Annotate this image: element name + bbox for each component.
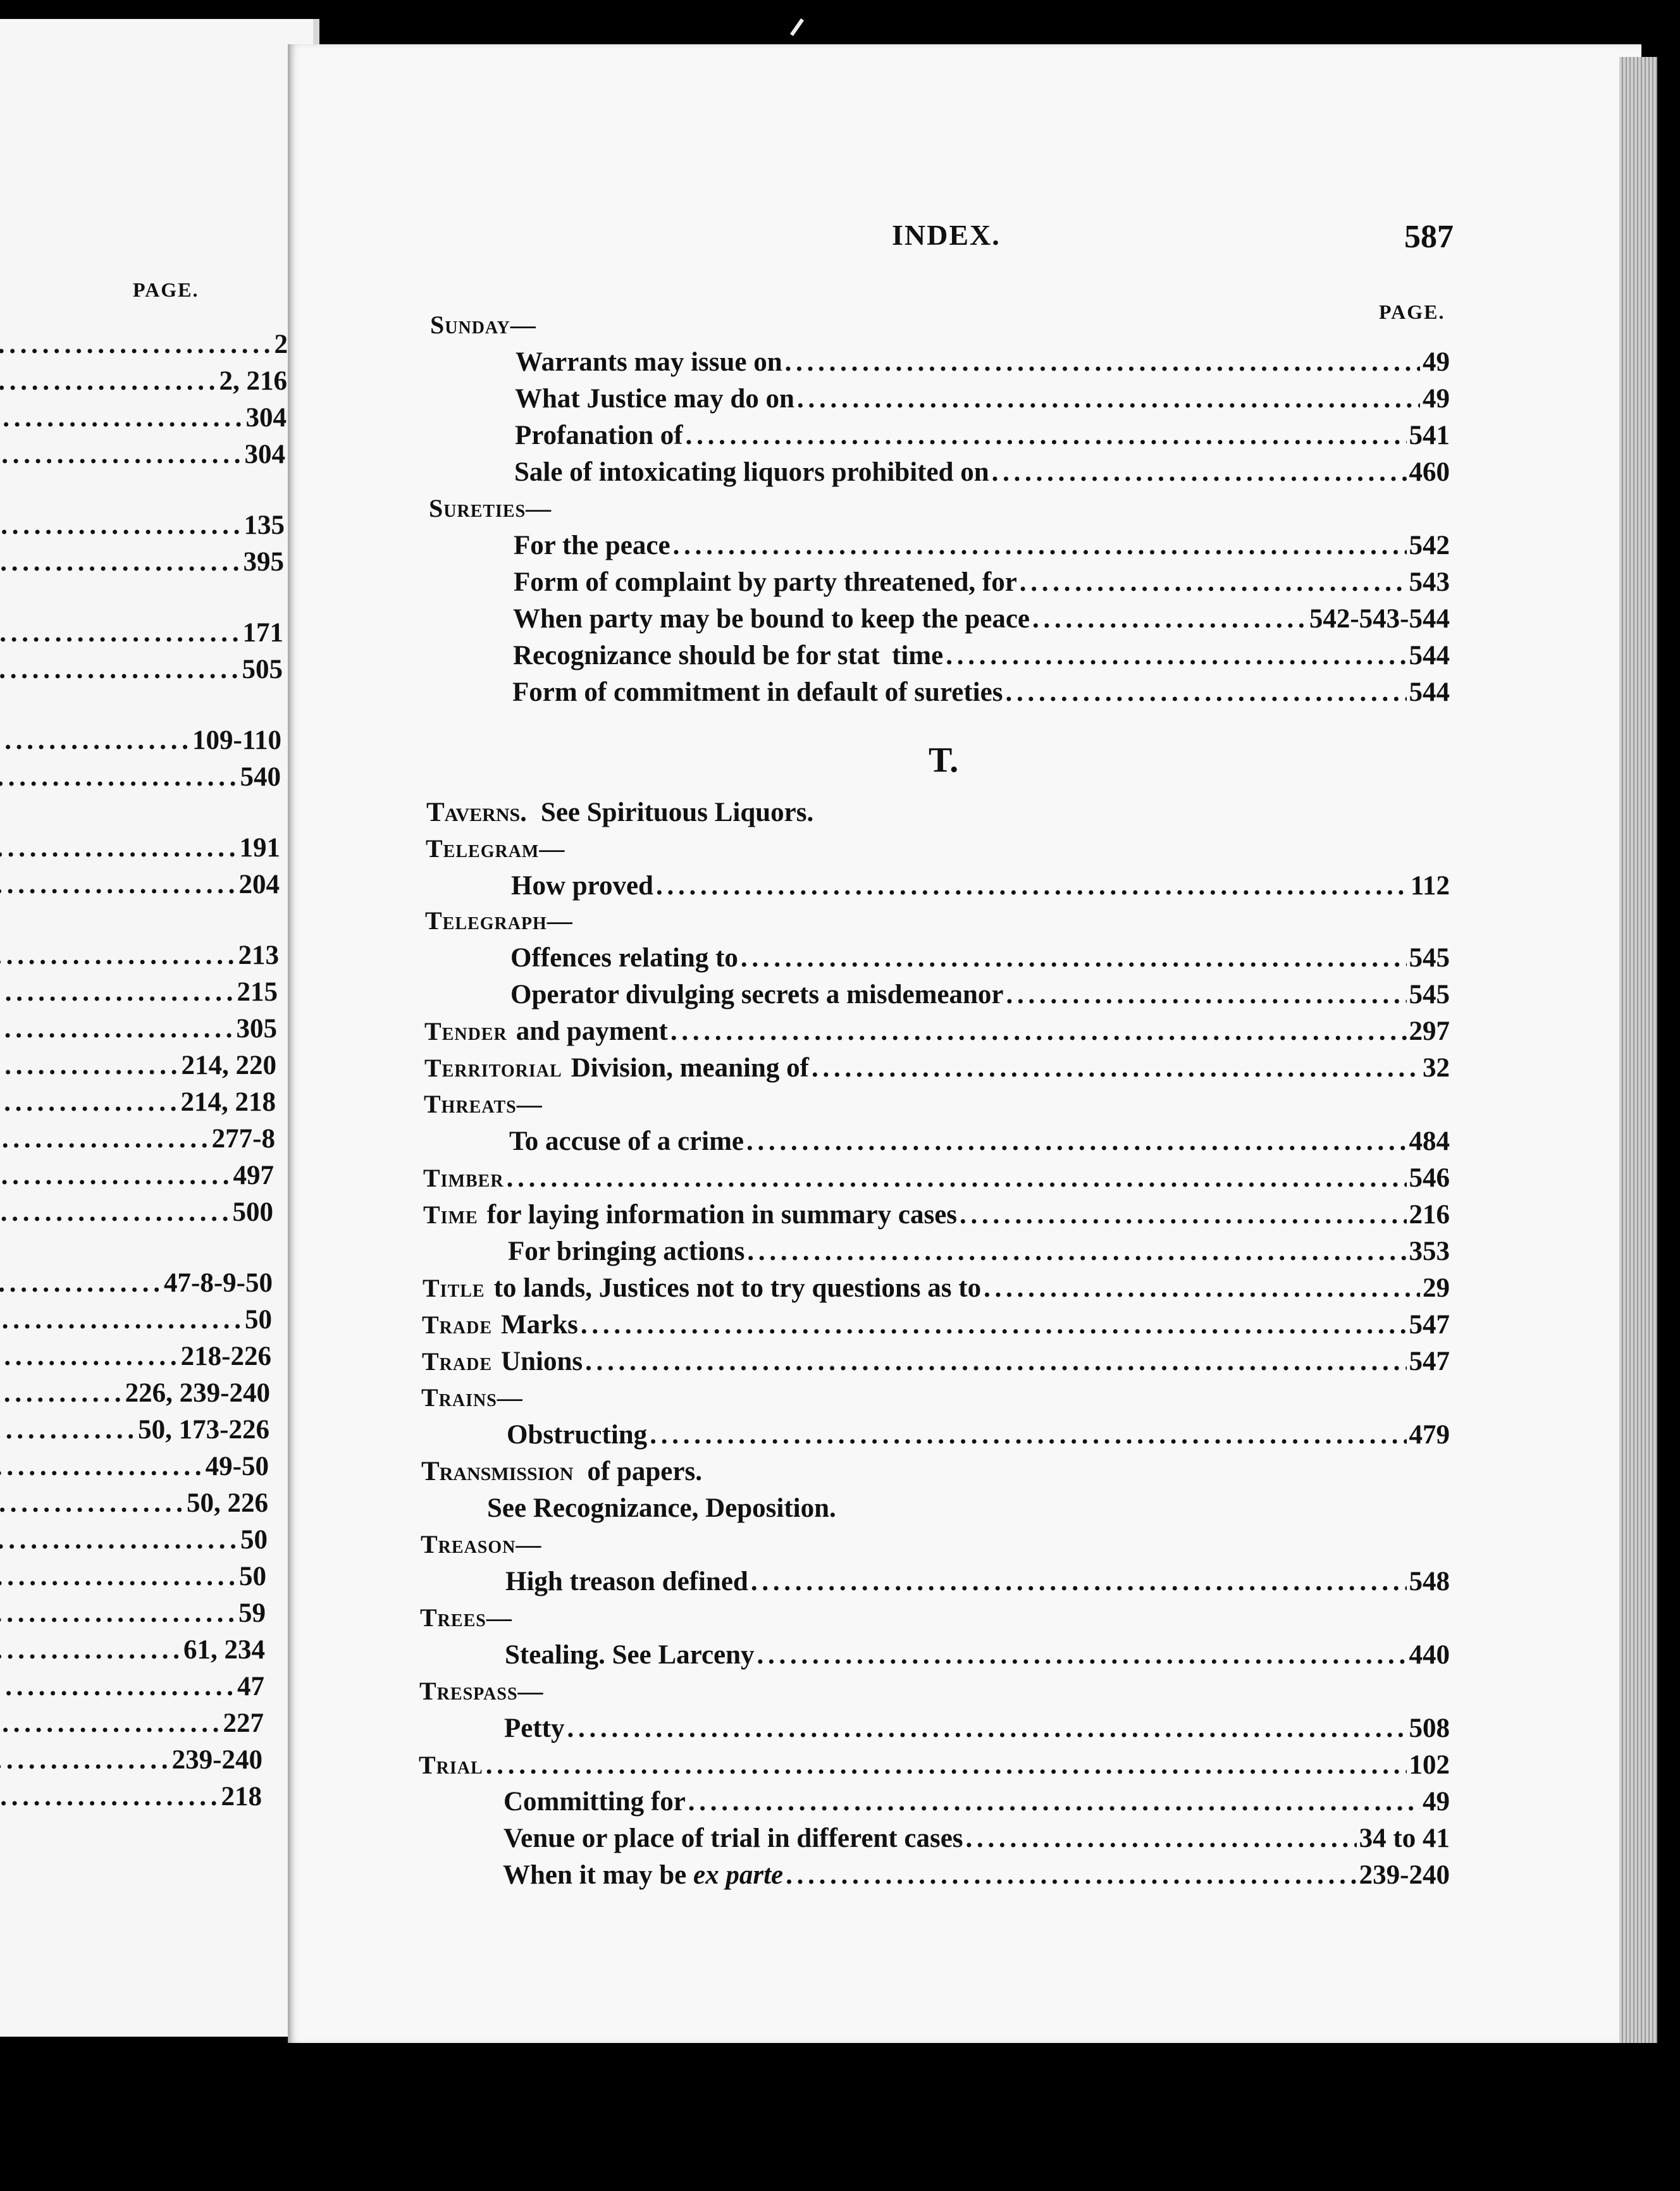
left-entry-page-number: 50, 226 [187,1488,268,1518]
left-entry-page-number: 59 [238,1598,266,1628]
leader-dots [585,1346,1406,1377]
entry-page-number: 479 [1409,1420,1450,1450]
index-entry [423,1199,1450,1230]
entry-page-number: 353 [1409,1237,1450,1266]
entry-page-number: 547 [1409,1310,1450,1340]
entry-page-number: 216 [1409,1200,1450,1230]
index-heading: Trespass— [419,1677,544,1705]
left-index-entry [0,1050,289,1081]
entry-text: Sale of intoxicating liquors prohibited on [514,457,989,487]
entry-label [505,1639,755,1670]
leader-dots [670,1016,1407,1047]
entry-page-number: 544 [1409,677,1450,707]
entry-page-number: 49 [1423,384,1450,414]
entry-head: Trade [422,1347,493,1376]
left-index-entry [0,725,294,756]
leader-dots [960,1199,1406,1230]
left-page-label: PAGE. [133,278,199,301]
entry-text: Offences relating to [510,943,738,973]
entry-page-number: 542 [1409,531,1450,560]
entry-head: Trial [419,1751,483,1779]
leader-dots [0,1451,201,1482]
left-index-entry [0,654,295,685]
index-entry-text: See Spirituous Liquors. [540,798,814,827]
entry-label [508,1236,744,1267]
left-entry-page-number: 50 [239,1562,266,1591]
left-entry-page-number: 226, 239-240 [125,1378,270,1408]
left-index-entry [0,402,299,433]
left-entry-page-number: 304 [244,440,285,469]
leader-dots [0,869,234,900]
leader-dots [984,1273,1420,1304]
index-subentry [504,1713,1450,1744]
leader-dots [747,1236,1406,1267]
entry-text: Committing for [503,1787,686,1817]
entry-label [511,870,653,901]
entry-page-number: 546 [1409,1163,1450,1193]
entry-label [422,1346,583,1377]
leader-dots [0,1524,235,1555]
entry-head: Trade [422,1311,493,1339]
index-subentry [514,530,1450,561]
left-index-entry [0,1378,283,1409]
entry-text: Petty [504,1713,565,1743]
entry-page-number: 541 [1409,421,1450,450]
leader-dots [486,1750,1407,1781]
left-index-entry [0,1744,275,1775]
entry-head: Tender [424,1017,507,1046]
leader-dots [785,347,1420,378]
left-index-entry [0,869,292,900]
leader-dots [688,1786,1420,1817]
index-heading: Threats— [424,1090,543,1118]
left-entry-page-number: 500 [232,1197,273,1227]
left-index-entry [0,1524,280,1555]
left-index-entry [0,1488,281,1519]
index-subentry [516,347,1450,378]
leader-dots [1020,567,1407,598]
leader-dots [0,1013,232,1044]
left-index-entry [0,329,300,360]
leader-dots [507,1163,1407,1194]
left-index-entry [0,1671,277,1702]
leader-dots [0,510,239,541]
leader-dots [0,1598,233,1629]
page-number: 587 [1404,219,1454,255]
index-subentry [515,420,1450,451]
left-entry-page-number: 215 [237,977,278,1007]
index-entry [422,1309,1450,1340]
left-entry-page-number: 214, 220 [181,1051,276,1080]
leader-dots [581,1309,1407,1340]
entry-label [423,1273,981,1304]
leader-dots [0,725,187,756]
leader-dots [797,383,1420,414]
entry-text: for laying information in summary cases [486,1200,958,1230]
leader-dots [567,1713,1407,1744]
leader-dots [686,420,1407,451]
index-subentry [514,457,1450,488]
left-entry-page-number: 239-240 [171,1745,262,1775]
entry-label [514,567,1017,598]
left-entry-page-number: 2, 216 [219,366,287,396]
left-entry-page-number: 505 [242,655,283,684]
index-entry-nopage [421,1456,702,1487]
entry-text: For the peace [514,531,670,560]
leader-dots [0,617,238,648]
leader-dots [0,1268,159,1299]
entry-label [507,1419,647,1450]
leader-dots [650,1419,1406,1450]
entry-label [503,1786,686,1817]
leader-dots [0,366,214,397]
index-subentry [512,677,1450,708]
entry-text: How proved [511,871,653,901]
entry-page-number: 102 [1409,1750,1450,1780]
entry-label [503,1823,963,1854]
left-index-entry [0,1197,286,1228]
entry-page-number: 297 [1409,1016,1450,1046]
left-index-entry [0,439,298,470]
leader-dots [0,654,237,685]
entry-text: High treason defined [505,1567,748,1596]
index-subentry [513,640,1450,671]
index-subentry-nopage: See Recognizance, Deposition. [487,1493,836,1523]
index-heading: Sunday— [430,311,536,339]
left-index-entry [0,940,292,971]
leader-dots [751,1566,1407,1597]
index-subentry [513,603,1450,634]
entry-label [510,942,738,973]
left-index-entry [0,1598,278,1629]
left-index-entry [0,977,290,1008]
entry-page-number: 29 [1423,1273,1450,1303]
index-subentry [507,1419,1450,1450]
left-entry-page-number: 47-8-9-50 [164,1268,273,1298]
index-entry-nopage [426,797,813,828]
index-subentry [503,1860,1450,1891]
entry-label [514,530,670,561]
left-entry-page-number: 213 [238,941,279,970]
entry-page-number: 34 to 41 [1359,1824,1450,1853]
entry-head: Title [423,1274,485,1302]
entry-text: Marks [501,1310,578,1340]
entry-page-number: 484 [1409,1126,1450,1156]
entry-text: Operator divulging secrets a misdemeanor [510,980,1004,1009]
page-edges [1619,57,1657,2043]
entry-page-number: 545 [1409,980,1450,1009]
leader-dots [673,530,1407,561]
entry-text: to lands, Justices not to try questions as to [493,1273,982,1303]
leader-dots [757,1639,1407,1670]
entry-label [513,603,1030,634]
left-page [0,19,319,2037]
entry-page-number: 32 [1423,1053,1450,1083]
entry-label [509,1126,744,1157]
index-subentry [508,1236,1450,1267]
leader-dots [741,942,1407,973]
index-subentry [510,942,1450,973]
leader-dots [0,1160,228,1191]
right-page-label: PAGE. [1379,300,1445,323]
entry-label [514,457,989,488]
left-index-entry [0,1160,287,1191]
leader-dots [0,1488,182,1519]
index-subentry [515,383,1450,414]
leader-dots [786,1860,1357,1891]
left-entry-page-number: 47 [237,1672,264,1701]
entry-label [515,420,683,451]
entry-label [503,1860,783,1891]
entry-label [424,1052,809,1083]
leader-dots [0,1378,120,1409]
entry-text: Recognizance should be for stat time [513,641,944,670]
index-subentry [511,870,1450,901]
left-index-entry [0,1634,278,1665]
left-entry-page-number: 277-8 [211,1124,275,1154]
entry-text: Form of commitment in default of sureties [512,677,1003,707]
entry-label [512,677,1003,708]
index-heading: Sureties— [429,494,552,522]
leader-dots [0,1744,167,1775]
entry-label [513,640,943,671]
left-entry-page-number: 50 [245,1305,272,1335]
left-entry-page-number: 135 [244,510,285,540]
entry-text: To accuse of a crime [509,1126,744,1156]
entry-text: Unions [501,1347,583,1376]
leader-dots [0,940,233,971]
leader-dots [1005,677,1406,708]
leader-dots [0,1341,176,1372]
left-index-entry [0,546,297,577]
index-subentry [503,1786,1450,1817]
left-index-entry [0,1414,282,1445]
entry-page-number: 545 [1409,943,1450,973]
entry-page-number: 239-240 [1359,1860,1450,1890]
leader-dots [0,1087,176,1118]
entry-label [510,979,1004,1010]
index-entry [422,1346,1450,1377]
leader-dots [0,977,232,1008]
left-entry-page-number: 218 [221,1782,262,1811]
entry-page-number: 547 [1409,1347,1450,1376]
entry-label [515,383,794,414]
entry-page-number: 508 [1409,1713,1450,1743]
leader-dots [966,1823,1357,1854]
left-index-entry [0,1304,285,1335]
left-index-entry [0,1268,285,1299]
left-index-entry [0,1123,288,1154]
entry-text: and payment [516,1016,668,1046]
entry-page-number: 460 [1409,457,1450,487]
left-index-entry [0,510,297,541]
entry-page-number: 548 [1409,1567,1450,1596]
left-index-entry [0,1561,279,1592]
left-entry-page-number: 2 [274,330,288,359]
left-entry-page-number: 395 [243,547,284,577]
index-entry [423,1163,1450,1194]
leader-dots [0,1634,178,1665]
entry-label [504,1713,565,1744]
leader-dots [0,1050,176,1081]
left-entry-page-number: 50, 173-226 [138,1415,269,1445]
leader-dots [1006,979,1407,1010]
left-entry-page-number: 171 [242,618,283,648]
index-entry-head: Taverns. [426,798,527,827]
entry-head: Time [423,1200,478,1229]
index-heading: Treason— [421,1530,542,1558]
entry-label [422,1309,578,1340]
left-index-entry [0,832,293,863]
leader-dots [0,402,241,433]
left-entry-page-number: 204 [238,870,280,899]
left-index-entry [0,1013,290,1044]
leader-dots [812,1052,1420,1083]
left-entry-page-number: 305 [236,1014,277,1044]
entry-text: Form of complaint by party threatened, for [514,567,1017,597]
index-entry-head: Transmission [421,1457,574,1486]
entry-page-number: 112 [1410,871,1450,901]
leader-dots [0,1561,234,1592]
left-entry-page-number: 218-226 [180,1342,271,1371]
leader-dots [0,1781,216,1812]
entry-page-number: 440 [1409,1640,1450,1670]
entry-label [419,1750,483,1781]
entry-label [424,1016,668,1047]
leader-dots [992,457,1407,488]
entry-page-number: 544 [1409,641,1450,670]
left-entry-page-number: 61, 234 [183,1635,265,1665]
index-subentry [505,1566,1450,1597]
leader-dots [0,1671,232,1702]
left-index-entry [0,1708,276,1739]
left-index-entry [0,366,300,397]
left-entry-page-number: 191 [239,833,280,863]
index-heading: Telegram— [426,834,565,863]
entry-text: Division, meaning of [571,1053,809,1083]
left-entry-page-number: 109-110 [192,725,281,755]
index-heading: Telegraph— [425,906,573,935]
entry-head: Territorial [424,1054,562,1082]
leader-dots [746,1126,1407,1157]
entry-text: Warrants may issue on [516,347,782,377]
left-entry-page-number: 214, 218 [180,1087,276,1117]
leader-dots [0,1123,207,1154]
leader-dots [946,640,1406,671]
left-entry-page-number: 227 [223,1708,264,1738]
left-index-entry [0,1341,284,1372]
entry-label [516,347,782,378]
index-subentry [505,1639,1450,1670]
entry-text-italic: ex parte [693,1860,784,1890]
entry-text: When it may be [503,1860,693,1890]
left-index-entry [0,1781,275,1812]
entry-text: Stealing. See Larceny [505,1640,755,1670]
entry-text: What Justice may do on [515,384,794,414]
running-head: INDEX. [892,219,1001,251]
index-heading: Trees— [420,1603,512,1632]
entry-page-number: 543 [1409,567,1450,597]
leader-dots [0,1304,240,1335]
entry-page-number: 542-543-544 [1309,604,1450,634]
left-index-entry [0,1087,288,1118]
index-entry [423,1273,1450,1304]
entry-text: For bringing actions [508,1237,745,1266]
left-index-entry [0,617,296,648]
entry-text: Venue or place of trial in different cases [503,1824,963,1853]
entry-text: Profanation of [515,421,683,450]
entry-text: When party may be bound to keep the peace [513,604,1030,634]
index-subentry [510,979,1450,1010]
leader-dots [0,762,235,793]
left-index-entry [0,762,293,793]
left-entry-page-number: 50 [240,1525,268,1555]
entry-label [423,1199,957,1230]
index-subentry [514,567,1450,598]
entry-page-number: 49 [1423,1787,1450,1817]
index-subentry [509,1126,1450,1157]
index-entry-text: of papers. [587,1457,702,1486]
left-entry-page-number: 304 [245,403,287,433]
left-entry-page-number: 540 [240,762,281,792]
section-letter: T. [929,741,959,780]
index-entry [424,1016,1450,1047]
index-subentry [503,1823,1450,1854]
left-entry-page-number: 49-50 [205,1452,269,1481]
index-entry [424,1052,1450,1083]
leader-dots [0,546,238,577]
index-entry [419,1750,1450,1781]
leader-dots [0,439,240,470]
entry-label [505,1566,748,1597]
leader-dots [656,870,1408,901]
leader-dots [0,329,269,360]
entry-page-number: 49 [1423,347,1450,377]
leader-dots [0,832,235,863]
leader-dots [1032,603,1307,634]
entry-head: Timber [423,1164,504,1192]
entry-text: Obstructing [507,1420,648,1450]
left-index-entry [0,1451,281,1482]
left-entry-page-number: 497 [233,1161,274,1190]
leader-dots [0,1197,228,1228]
leader-dots [0,1414,133,1445]
entry-label [423,1163,504,1194]
index-heading: Trains— [421,1383,523,1412]
leader-dots [0,1708,218,1739]
